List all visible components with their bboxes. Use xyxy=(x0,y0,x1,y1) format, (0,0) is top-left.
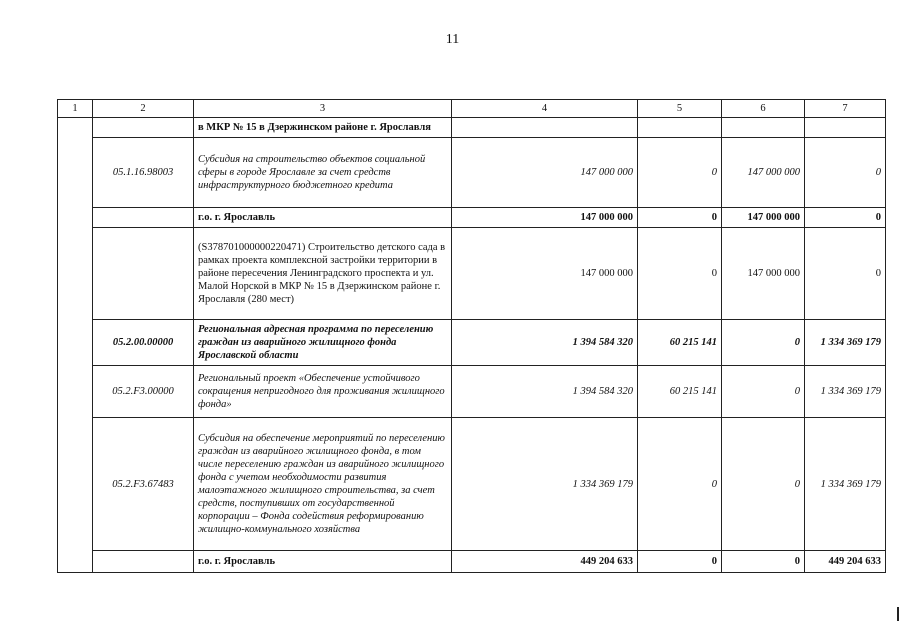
value-cell-5: 60 215 141 xyxy=(638,320,722,366)
row-index-cell xyxy=(58,118,93,573)
value-cell-7: 449 204 633 xyxy=(805,551,886,573)
column-header: 5 xyxy=(638,100,722,118)
budget-table xyxy=(57,99,886,573)
value-cell-7 xyxy=(805,118,886,138)
code-cell xyxy=(93,208,194,228)
value-cell-7: 0 xyxy=(805,138,886,208)
value-cell-4 xyxy=(452,118,638,138)
value-cell-6: 0 xyxy=(722,418,805,551)
column-header: 6 xyxy=(722,100,805,118)
value-cell-4: 1 334 369 179 xyxy=(452,418,638,551)
column-header: 7 xyxy=(805,100,886,118)
value-cell-5: 0 xyxy=(638,228,722,320)
value-cell-6: 147 000 000 xyxy=(722,138,805,208)
value-cell-7: 1 334 369 179 xyxy=(805,366,886,418)
table-row xyxy=(58,228,886,320)
name-cell: Субсидия на обеспечение мероприятий по переселению граждан из аварийного жилищного фонда, в том числе переселению граждан из аварийного жилищного фонда с учетом необходимости развития малоэтажного жилищного строительства, за счет средств, поступивших от государственной корпорации – Фонда содействия реформированию жилищно-коммунального хозяйства xyxy=(194,418,452,551)
column-header: 1 xyxy=(58,100,93,118)
name-cell: Субсидия на строительство объектов социальной сферы в городе Ярославле за счет средств инфраструктурного бюджетного кредита xyxy=(194,138,452,208)
name-cell: Региональный проект «Обеспечение устойчивого сокращения непригодного для проживания жилищного фонда» xyxy=(194,366,452,418)
code-cell: 05.1.16.98003 xyxy=(93,138,194,208)
value-cell-5: 0 xyxy=(638,138,722,208)
table-header-row xyxy=(58,100,886,118)
value-cell-6: 147 000 000 xyxy=(722,228,805,320)
value-cell-5: 60 215 141 xyxy=(638,366,722,418)
value-cell-6 xyxy=(722,118,805,138)
value-cell-6: 0 xyxy=(722,366,805,418)
table-row xyxy=(58,418,886,551)
scan-mark xyxy=(897,607,899,621)
value-cell-5: 0 xyxy=(638,551,722,573)
value-cell-4: 1 394 584 320 xyxy=(452,366,638,418)
column-header: 4 xyxy=(452,100,638,118)
value-cell-7: 1 334 369 179 xyxy=(805,320,886,366)
value-cell-7: 1 334 369 179 xyxy=(805,418,886,551)
value-cell-7: 0 xyxy=(805,208,886,228)
value-cell-4: 147 000 000 xyxy=(452,208,638,228)
name-cell: Региональная адресная программа по переселению граждан из аварийного жилищного фонда Ярославской области xyxy=(194,320,452,366)
name-cell: (S378701000000220471) Строительство детского сада в рамках проекта комплексной застройки территории в районе пересечения Ленинградского проспекта и ул. Малой Норской в МКР № 15 в Дзержинском районе г. Ярославля (280 мест) xyxy=(194,228,452,320)
table-row xyxy=(58,551,886,573)
table-row xyxy=(58,320,886,366)
code-cell: 05.2.00.00000 xyxy=(93,320,194,366)
name-cell: г.о. г. Ярославль xyxy=(194,208,452,228)
value-cell-6: 147 000 000 xyxy=(722,208,805,228)
column-header: 2 xyxy=(93,100,194,118)
name-cell: г.о. г. Ярославль xyxy=(194,551,452,573)
value-cell-7: 0 xyxy=(805,228,886,320)
value-cell-5: 0 xyxy=(638,418,722,551)
code-cell: 05.2.F3.67483 xyxy=(93,418,194,551)
table-row xyxy=(58,366,886,418)
value-cell-4: 147 000 000 xyxy=(452,228,638,320)
table-row xyxy=(58,208,886,228)
code-cell xyxy=(93,551,194,573)
value-cell-4: 449 204 633 xyxy=(452,551,638,573)
code-cell xyxy=(93,118,194,138)
column-header: 3 xyxy=(194,100,452,118)
table-row xyxy=(58,138,886,208)
page-number: 11 xyxy=(445,32,460,47)
value-cell-6: 0 xyxy=(722,320,805,366)
value-cell-6: 0 xyxy=(722,551,805,573)
value-cell-5 xyxy=(638,118,722,138)
code-cell: 05.2.F3.00000 xyxy=(93,366,194,418)
table-row xyxy=(58,118,886,138)
value-cell-4: 147 000 000 xyxy=(452,138,638,208)
value-cell-4: 1 394 584 320 xyxy=(452,320,638,366)
value-cell-5: 0 xyxy=(638,208,722,228)
name-cell: в МКР № 15 в Дзержинском районе г. Ярославля xyxy=(194,118,452,138)
code-cell xyxy=(93,228,194,320)
